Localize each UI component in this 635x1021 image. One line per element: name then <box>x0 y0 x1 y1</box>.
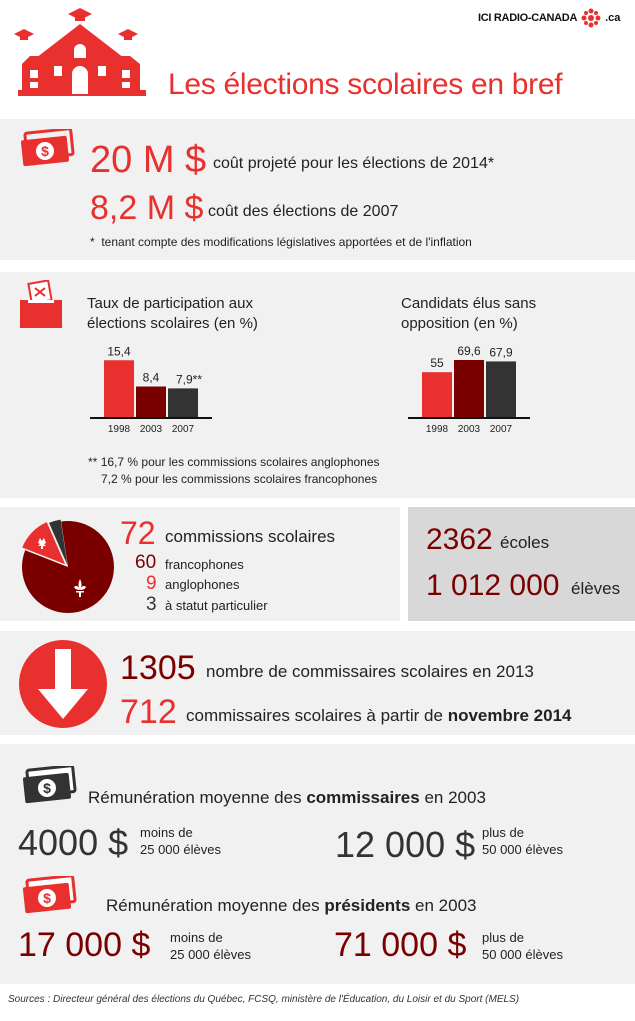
footnote-text: tenant compte des modifications législatives apportées et de l'inflation <box>101 235 472 249</box>
participation-panel <box>0 272 635 498</box>
schools-panel <box>408 507 635 621</box>
pay-presidents-high-note <box>482 929 563 963</box>
boards-franco-label: francophones <box>165 557 244 572</box>
commissioners-2014-label-pre: commissaires scolaires à partir de <box>186 706 443 725</box>
commissioners-2014-label-bold: novembre 2014 <box>447 706 572 725</box>
boards-anglo-label: anglophones <box>165 577 240 592</box>
unopposed-tick-label-2007: 2007 <box>489 424 513 435</box>
commissioners-2014-label <box>186 706 572 726</box>
unopposed-data-label-2003: 69,6 <box>457 344 481 358</box>
participation-note-2 <box>101 472 377 486</box>
pay-presidents-title-post: en 2003 <box>415 896 477 915</box>
pay-commissioners-title <box>88 788 486 808</box>
pay-presidents-title-bold: présidents <box>324 896 411 915</box>
schools-label: écoles <box>500 533 550 552</box>
participation-bar-2007 <box>168 388 198 418</box>
participation-data-label-1998: 15,4 <box>107 344 131 359</box>
pay-presidents-high-value: 71 000 $ <box>334 926 467 964</box>
ballot-box-icon <box>18 280 64 330</box>
sources <box>8 994 519 1005</box>
schools-value: 2362 <box>426 523 493 556</box>
money-bills-dark-icon <box>20 766 78 806</box>
pay-commissioners-high-note1: plus de <box>482 825 524 840</box>
money-bills-red-icon <box>20 876 78 916</box>
pay-presidents-low-value: 17 000 $ <box>18 926 151 964</box>
students-value: 1 012 000 <box>426 569 560 602</box>
boards-franco-value: 60 <box>135 552 157 573</box>
unopposed-bar-2003 <box>454 360 484 418</box>
down-arrow-icon <box>18 639 108 729</box>
commissioners-2013-value: 1305 <box>120 649 196 687</box>
participation-note-1 <box>88 455 380 469</box>
school-house-icon <box>12 6 152 98</box>
pay-presidents-low-note1: moins de <box>170 930 223 945</box>
radio-canada-logo <box>478 8 620 28</box>
footnote-mark: * <box>90 235 95 249</box>
participation-tick-label-2003: 2003 <box>139 424 163 435</box>
radio-canada-gem-icon <box>579 8 603 28</box>
pay-panel <box>0 744 635 984</box>
svg-text:$: $ <box>43 890 51 906</box>
pay-commissioners-low-value: 4000 $ <box>18 822 129 863</box>
pay-commissioners-low-note1: moins de <box>140 825 193 840</box>
pay-commissioners-low-note2: 25 000 élèves <box>140 842 221 857</box>
sources-label: Sources <box>8 994 45 1005</box>
pay-commissioners-high-value: 12 000 $ <box>335 824 476 865</box>
participation-data-label-2003: 8,4 <box>142 370 160 385</box>
pay-commissioners-high-note <box>482 824 563 858</box>
participation-chart-title: Taux de participation aux élections scolaires (en %) <box>87 295 258 332</box>
pay-presidents-title-pre: Rémunération moyenne des <box>106 896 320 915</box>
unopposed-bar-1998 <box>422 372 452 418</box>
unopposed-tick-label-1998: 1998 <box>425 424 449 435</box>
page-title: Les élections scolaires en bref <box>168 68 563 101</box>
logo-text: ICI RADIO-CANADA <box>478 12 578 24</box>
cost-2007-label: coût des élections de 2007 <box>208 203 399 220</box>
boards-special-value: 3 <box>146 594 157 615</box>
boards-total-value: 72 <box>120 515 156 551</box>
sources-text: : Directeur général des élections du Québec, FCSQ, ministère de l'Éducation, du Loisir et du Sport (MELS) <box>47 994 520 1005</box>
participation-chart <box>86 340 226 440</box>
note2-text: pour les commissions scolaires francophones <box>135 472 378 486</box>
boards-total-label: commissions scolaires <box>165 527 336 546</box>
cost-2014-label: coût projeté pour les élections de 2014* <box>213 155 495 172</box>
cost-2007-value: 8,2 M $ <box>90 189 204 227</box>
logo-suffix: .ca <box>605 12 621 24</box>
pay-commissioners-high-note2: 50 000 élèves <box>482 842 563 857</box>
commissioners-2013-label: nombre de commissaires scolaires en 2013 <box>206 662 534 681</box>
commissioners-panel <box>0 631 635 735</box>
pay-presidents-high-note2: 50 000 élèves <box>482 947 563 962</box>
participation-data-label-2007: 7,9** <box>175 372 203 387</box>
note1-text: pour les commissions scolaires anglophones <box>141 455 380 469</box>
cost-2014-value: 20 M $ <box>90 139 207 181</box>
participation-bar-1998 <box>104 360 134 418</box>
participation-tick-label-1998: 1998 <box>107 424 131 435</box>
commissioners-2014-value: 712 <box>120 693 177 731</box>
unopposed-tick-label-2003: 2003 <box>457 424 481 435</box>
note1-value: 16,7 % <box>100 455 139 469</box>
pay-commissioners-low-note <box>140 824 221 858</box>
pay-commissioners-title-bold: commissaires <box>306 788 420 807</box>
participation-bar-2003 <box>136 387 166 419</box>
unopposed-bar-2007 <box>486 361 516 418</box>
header <box>0 0 635 110</box>
boards-pie-chart <box>18 513 118 613</box>
pay-presidents-title <box>106 896 476 916</box>
cost-footnote <box>90 235 472 249</box>
pay-presidents-low-note2: 25 000 élèves <box>170 947 251 962</box>
participation-tick-label-2007: 2007 <box>171 424 195 435</box>
unopposed-chart-title: Candidats élus sans opposition (en %) <box>401 295 537 332</box>
money-bills-icon <box>18 129 78 169</box>
svg-text:$: $ <box>41 143 49 159</box>
pay-presidents-high-note1: plus de <box>482 930 524 945</box>
unopposed-data-label-1998: 55 <box>430 356 444 371</box>
boards-anglo-value: 9 <box>146 573 157 594</box>
costs-panel <box>0 119 635 260</box>
unopposed-data-label-2007: 67,9 <box>489 345 513 360</box>
boards-special-label: à statut particulier <box>165 598 268 613</box>
pay-presidents-low-note <box>170 929 251 963</box>
boards-panel <box>0 507 400 621</box>
pay-commissioners-title-pre: Rémunération moyenne des <box>88 788 302 807</box>
svg-text:$: $ <box>43 780 51 796</box>
pay-commissioners-title-post: en 2003 <box>424 788 486 807</box>
unopposed-chart <box>404 340 534 440</box>
students-label: élèves <box>571 579 621 598</box>
note2-value: 7,2 % <box>101 472 132 486</box>
note1-mark: ** <box>88 455 98 469</box>
